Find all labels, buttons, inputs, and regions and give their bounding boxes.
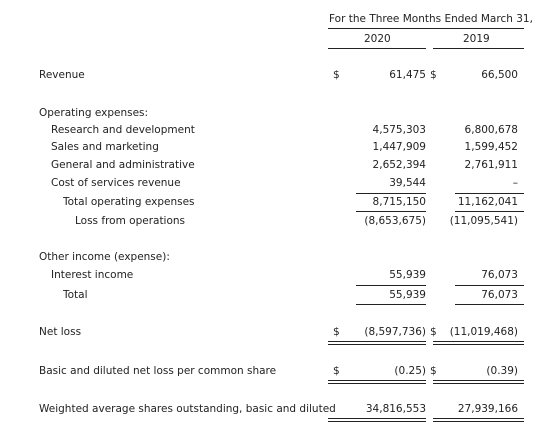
column-header-2020: 2020: [364, 33, 391, 45]
header-rule-2020: [328, 48, 426, 49]
weighted-shares-2019: 27,939,166: [457, 403, 518, 415]
other-total-rule-2019: [455, 304, 524, 305]
eps-2019: (0.39): [486, 365, 518, 377]
net-loss-currency-2020: $: [333, 326, 340, 338]
column-header-2019: 2019: [463, 33, 490, 45]
revenue-currency-2019: $: [430, 69, 437, 81]
ga-label: General and administrative: [51, 159, 195, 171]
cos-2019: –: [512, 177, 518, 189]
loss-from-operations-2020: (8,653,675): [364, 215, 426, 227]
rd-2019: 6,800,678: [464, 124, 518, 136]
ga-2019: 2,761,911: [464, 159, 518, 171]
loss-from-operations-2019: (11,095,541): [449, 215, 518, 227]
net-loss-label: Net loss: [39, 326, 82, 338]
rd-label: Research and development: [51, 124, 195, 136]
total-opex-2020: 8,715,150: [372, 196, 426, 208]
revenue-2020: 61,475: [389, 69, 426, 81]
revenue-2019: 66,500: [481, 69, 518, 81]
opex-heading: Operating expenses:: [39, 107, 149, 119]
total-opex-rule-2019: [455, 211, 524, 212]
header-rule-2019: [433, 48, 524, 49]
header-rule: [328, 28, 524, 29]
total-opex-label: Total operating expenses: [63, 196, 195, 208]
eps-double-rule-2020: [328, 380, 426, 384]
other-subtotal-rule-2019: [455, 285, 524, 286]
total-opex-rule-2020: [356, 211, 426, 212]
net-loss-2020: (8,597,736): [364, 326, 426, 338]
interest-income-label: Interest income: [51, 269, 134, 281]
other-total-2020: 55,939: [389, 289, 426, 301]
interest-income-2019: 76,073: [481, 269, 518, 281]
rd-2020: 4,575,303: [372, 124, 426, 136]
net-loss-2019: (11,019,468): [449, 326, 518, 338]
net-loss-currency-2019: $: [430, 326, 437, 338]
loss-from-operations-label: Loss from operations: [75, 215, 186, 227]
weighted-shares-2020: 34,816,553: [365, 403, 426, 415]
eps-currency-2020: $: [333, 365, 340, 377]
opex-subtotal-rule-2020: [356, 193, 426, 194]
eps-2020: (0.25): [394, 365, 426, 377]
cos-label: Cost of services revenue: [51, 177, 181, 189]
other-total-label: Total: [63, 289, 88, 301]
sm-2020: 1,447,909: [372, 141, 426, 153]
ga-2020: 2,652,394: [372, 159, 426, 171]
other-total-2019: 76,073: [481, 289, 518, 301]
opex-subtotal-rule-2019: [455, 193, 524, 194]
eps-currency-2019: $: [430, 365, 437, 377]
weighted-shares-label: Weighted average shares outstanding, basic and diluted: [39, 403, 336, 415]
weighted-shares-double-rule-2020: [328, 418, 426, 422]
weighted-shares-double-rule-2019: [433, 418, 524, 422]
period-header: For the Three Months Ended March 31,: [329, 13, 533, 25]
sm-2019: 1,599,452: [464, 141, 518, 153]
revenue-currency-2020: $: [333, 69, 340, 81]
other-income-heading: Other income (expense):: [39, 251, 170, 263]
other-subtotal-rule-2020: [356, 285, 426, 286]
total-opex-2019: 11,162,041: [457, 196, 518, 208]
cos-2020: 39,544: [389, 177, 426, 189]
revenue-label: Revenue: [39, 69, 85, 81]
net-loss-double-rule-2020: [328, 341, 426, 345]
sm-label: Sales and marketing: [51, 141, 159, 153]
eps-label: Basic and diluted net loss per common share: [39, 365, 277, 377]
other-total-rule-2020: [356, 304, 426, 305]
net-loss-double-rule-2019: [433, 341, 524, 345]
interest-income-2020: 55,939: [389, 269, 426, 281]
eps-double-rule-2019: [433, 380, 524, 384]
